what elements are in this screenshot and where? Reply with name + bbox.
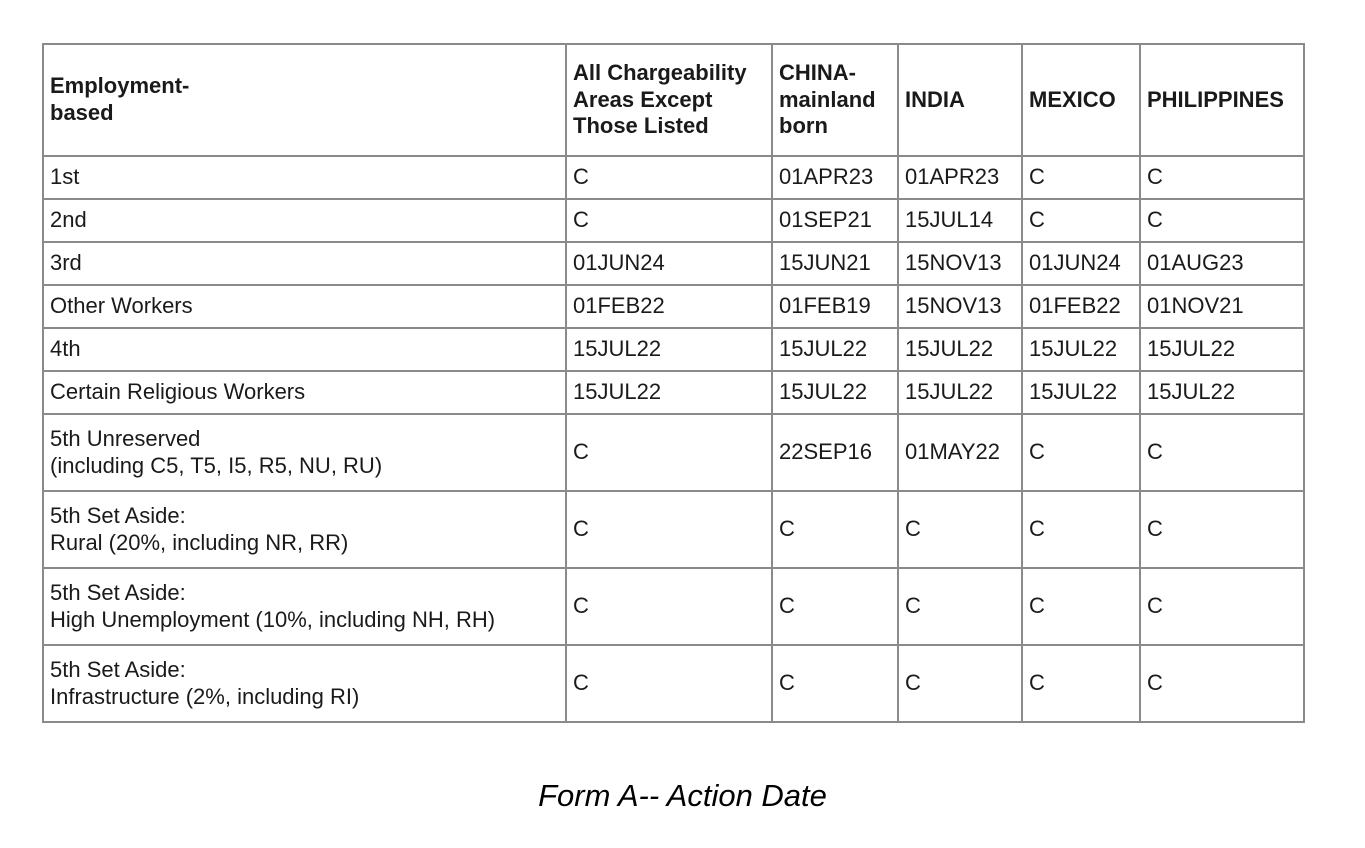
row-label-line: 5th Set Aside:	[50, 579, 186, 605]
date-cell: 15JUL22	[566, 328, 772, 371]
date-cell: 01JUN24	[1022, 242, 1140, 285]
date-cell: C	[772, 645, 898, 722]
date-cell: C	[1022, 199, 1140, 242]
row-label-line: 1st	[50, 164, 80, 190]
row-label-line: (including C5, T5, I5, R5, NU, RU)	[50, 452, 383, 478]
row-label-cell	[43, 156, 566, 199]
date-cell: 01JUN24	[566, 242, 772, 285]
date-cell: 22SEP16	[772, 414, 898, 491]
table-row	[43, 645, 1304, 722]
column-header-line: CHINA-	[779, 59, 856, 85]
row-label-line: High Unemployment (10%, including NH, RH)	[50, 606, 496, 632]
date-cell: 15JUL22	[898, 371, 1022, 414]
date-cell: C	[566, 491, 772, 568]
column-header-line: INDIA	[905, 86, 965, 112]
row-label-cell	[43, 491, 566, 568]
date-cell: C	[1140, 199, 1304, 242]
date-cell: C	[1022, 645, 1140, 722]
date-cell: 15NOV13	[898, 285, 1022, 328]
column-header-line: mainland	[779, 86, 876, 112]
date-cell: 15JUL22	[1022, 371, 1140, 414]
date-cell: C	[898, 568, 1022, 645]
date-cell: C	[1022, 568, 1140, 645]
column-header-line: Employment-	[50, 73, 190, 99]
header-mexico	[1022, 44, 1140, 156]
date-cell: C	[1022, 156, 1140, 199]
row-label-line: 5th Set Aside:	[50, 502, 186, 528]
table-body	[43, 156, 1304, 722]
column-header-line: Areas Except	[573, 86, 713, 112]
row-label-cell	[43, 568, 566, 645]
date-cell: 01NOV21	[1140, 285, 1304, 328]
header-all-chargeability	[566, 44, 772, 156]
row-label-cell	[43, 328, 566, 371]
table-row	[43, 199, 1304, 242]
header-india	[898, 44, 1022, 156]
date-cell: C	[566, 199, 772, 242]
date-cell: C	[1022, 414, 1140, 491]
table-row	[43, 156, 1304, 199]
table-row	[43, 285, 1304, 328]
date-cell: C	[1140, 491, 1304, 568]
date-cell: 01FEB22	[566, 285, 772, 328]
date-cell: C	[1140, 568, 1304, 645]
date-cell: C	[898, 491, 1022, 568]
date-cell: 15JUL22	[1140, 371, 1304, 414]
table-header	[43, 44, 1304, 156]
row-label-line: Infrastructure (2%, including RI)	[50, 683, 360, 709]
column-header-line: born	[779, 113, 828, 139]
column-header-line: MEXICO	[1029, 86, 1116, 112]
date-cell: 15JUL22	[898, 328, 1022, 371]
date-cell: 01APR23	[898, 156, 1022, 199]
row-label-line: 5th Unreserved	[50, 425, 201, 451]
row-label-line: 4th	[50, 336, 81, 362]
date-cell: 15JUN21	[772, 242, 898, 285]
date-cell: C	[898, 645, 1022, 722]
date-cell: 15JUL22	[566, 371, 772, 414]
row-label-line: 3rd	[50, 250, 82, 276]
date-cell: 01FEB22	[1022, 285, 1140, 328]
row-label-cell	[43, 414, 566, 491]
date-cell: 01AUG23	[1140, 242, 1304, 285]
date-cell: 01SEP21	[772, 199, 898, 242]
date-cell: 15JUL22	[772, 371, 898, 414]
header-row	[43, 44, 1304, 156]
header-philippines	[1140, 44, 1304, 156]
date-cell: C	[1140, 414, 1304, 491]
date-cell: C	[1022, 491, 1140, 568]
date-cell: C	[1140, 645, 1304, 722]
date-cell: C	[1140, 156, 1304, 199]
date-cell: C	[772, 568, 898, 645]
date-cell: 15NOV13	[898, 242, 1022, 285]
column-header-line: PHILIPPINES	[1147, 86, 1284, 112]
table-row	[43, 328, 1304, 371]
date-cell: 01APR23	[772, 156, 898, 199]
visa-bulletin-table	[42, 43, 1305, 723]
table-row	[43, 568, 1304, 645]
row-label-line: Other Workers	[50, 293, 193, 319]
table-row	[43, 491, 1304, 568]
table-row	[43, 414, 1304, 491]
row-label-line: 5th Set Aside:	[50, 656, 186, 682]
row-label-line: Rural (20%, including NR, RR)	[50, 529, 349, 555]
date-cell: 15JUL22	[772, 328, 898, 371]
column-header-line: based	[50, 100, 114, 125]
row-label-line: 2nd	[50, 207, 87, 233]
table-caption: Form A-- Action Date	[538, 778, 827, 813]
date-cell: C	[566, 645, 772, 722]
date-cell: C	[566, 568, 772, 645]
table-row	[43, 242, 1304, 285]
date-cell: C	[566, 414, 772, 491]
row-label-cell	[43, 371, 566, 414]
date-cell: 15JUL22	[1140, 328, 1304, 371]
row-label-line: Certain Religious Workers	[50, 379, 306, 405]
column-header-line: Those Listed	[573, 113, 709, 139]
date-cell: C	[566, 156, 772, 199]
header-employment-based	[43, 44, 566, 156]
row-label-cell	[43, 645, 566, 722]
date-cell: 15JUL14	[898, 199, 1022, 242]
row-label-cell	[43, 285, 566, 328]
date-cell: C	[772, 491, 898, 568]
header-china	[772, 44, 898, 156]
date-cell: 15JUL22	[1022, 328, 1140, 371]
row-label-cell	[43, 242, 566, 285]
date-cell: 01FEB19	[772, 285, 898, 328]
date-cell: 01MAY22	[898, 414, 1022, 491]
row-label-cell	[43, 199, 566, 242]
column-header-line: All Chargeability	[573, 59, 747, 85]
table-row	[43, 371, 1304, 414]
